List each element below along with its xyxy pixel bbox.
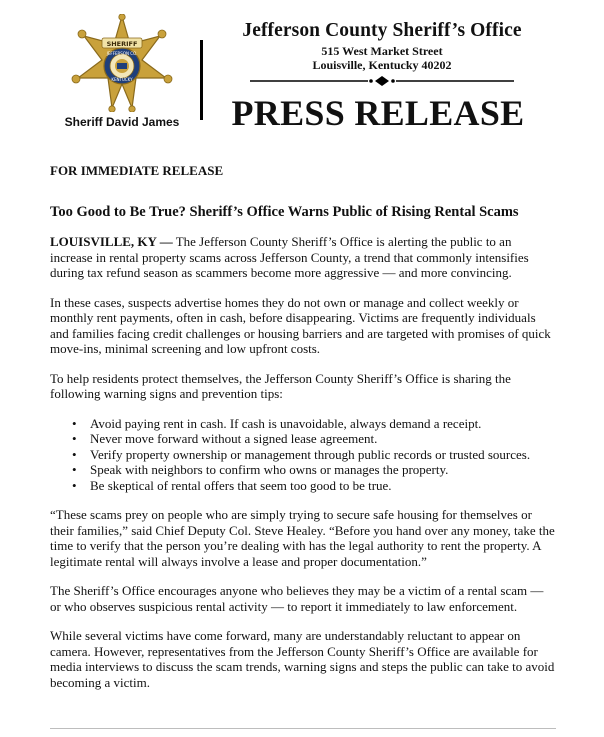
paragraph-5: The Sheriff’s Office encourages anyone who believes they may be a victim of a rental scam — or who observes suspicious rental activity — to report it immediately to law enforcement.	[50, 583, 544, 614]
list-item	[50, 416, 556, 432]
list-item	[50, 478, 556, 494]
ornamental-rule-icon	[244, 74, 520, 86]
address-line-2: Louisville, Kentucky 40202	[312, 58, 452, 72]
bullet: •	[72, 477, 77, 493]
badge-top-text: SHERIFF	[106, 40, 138, 48]
paragraph-3: To help residents protect themselves, the Jefferson County Sheriff’s Office is sharing the following warning signs and prevention tips:	[50, 370, 511, 401]
press-release-title: PRESS RELEASE	[231, 93, 525, 133]
sheriff-star-badge-icon	[66, 14, 178, 112]
bullet: •	[72, 431, 77, 446]
paragraph-6: While several victims have come forward, many are understandably reluctant to appear on camera. However, representatives from the Jefferson County Sheriff’s Office are available for media interviews to discuss the scam trends, warning signs and steps the public can take to avoid becoming a victim.	[50, 628, 555, 690]
bullet: •	[72, 462, 77, 477]
headline: Too Good to Be True? Sheriff’s Office Warns Public of Rising Rental Scams	[50, 203, 519, 220]
tips-list	[50, 416, 556, 494]
tip-text: Verify property ownership or management through public records or trusted sources.	[90, 446, 531, 462]
badge-ring-bottom: KENTUCKY	[111, 77, 133, 82]
tip-text: Be skeptical of rental offers that seem too good to be true.	[90, 477, 392, 493]
office-name: Jefferson County Sheriff’s Office	[242, 20, 522, 41]
sheriff-name: Sheriff David James	[64, 115, 180, 129]
badge-ring-top: JEFFERSON CO.	[106, 51, 138, 56]
bullet: •	[72, 446, 77, 462]
bullet: •	[72, 415, 77, 431]
bottom-divider	[50, 728, 556, 729]
address-line-1: 515 West Market Street	[321, 44, 443, 58]
list-item	[50, 462, 556, 478]
release-body	[50, 163, 556, 690]
release-label: FOR IMMEDIATE RELEASE	[50, 163, 224, 178]
dateline: LOUISVILLE, KY —	[50, 234, 173, 249]
tip-text: Speak with neighbors to confirm who owns or manages the property.	[90, 462, 449, 477]
letterhead	[0, 0, 604, 140]
paragraph-1-text: The Jefferson County Sheriff’s Office is alerting the public to an increase in rental property scams across Jefferson County, a trend that commonly intensifies during tax refund season as scammers become more aggressive — and more convincing.	[50, 234, 529, 280]
paragraph-2: In these cases, suspects advertise homes they do not own or manage and collect weekly or monthly rent payments, often in cash, before disappearing. Victims are frequently individuals and families facing credit challenges or housing barriers and are targeted with promises of quick move-ins, minimal screening and low upfront costs.	[50, 294, 551, 356]
list-item	[50, 447, 556, 463]
paragraph-1	[50, 234, 556, 281]
tip-text: Never move forward without a signed lease agreement.	[90, 431, 378, 446]
tip-text: Avoid paying rent in cash. If cash is unavoidable, always demand a receipt.	[90, 415, 482, 431]
list-item	[50, 431, 556, 447]
quote-paragraph: “These scams prey on people who are simply trying to secure safe housing for themselves or their families,” said Chief Deputy Col. Steve Healey. “Before you hand over any money, take the time to verify that the person you’re dealing with has the legal authority to rent the property. A legitimate rental will always involve a lease and proper documentation.”	[50, 507, 555, 569]
header-divider	[200, 40, 203, 120]
